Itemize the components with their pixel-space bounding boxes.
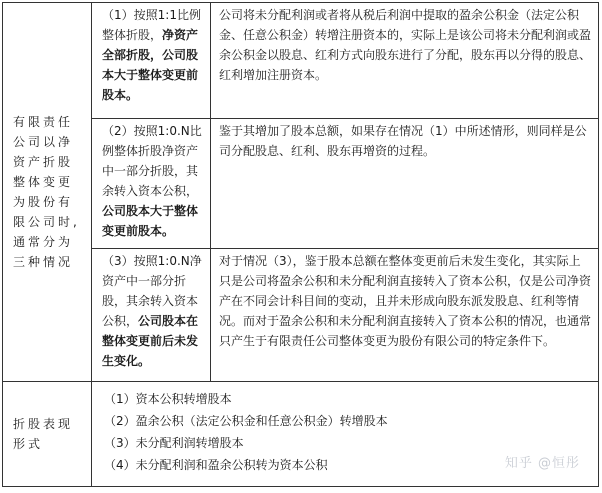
table-row bbox=[3, 3, 599, 119]
explanation-text: 鉴于其增加了股本总额，如果存在情况（1）中所述情形，则同样是公司分配股息、红利、股东再增资的过程。 bbox=[219, 124, 587, 158]
method-text-bold: 公司股本在整体变更前后未发生变化。 bbox=[102, 314, 199, 368]
situation-heading: 有限责任公司以净资产折股整体变更为股份有限公司时,通常分为三种情况 bbox=[13, 115, 80, 269]
method-cell bbox=[92, 3, 211, 119]
explanation-cell bbox=[211, 3, 599, 119]
list-item: （1）资本公积转增股本 bbox=[104, 392, 232, 406]
equity-conversion-table bbox=[2, 2, 599, 487]
forms-heading-cell bbox=[3, 382, 92, 487]
method-text-bold: 净资产全部折股，公司股本大于整体变更前股本。 bbox=[102, 28, 199, 102]
method-text-bold: 公司股本大于整体变更前股本。 bbox=[102, 204, 199, 238]
method-cell bbox=[92, 249, 211, 382]
method-cell bbox=[92, 119, 211, 249]
method-text: （3）按照1:0.N净资产中一部分折股，其余转入资本公积， bbox=[102, 254, 202, 328]
list-item: （2）盈余公积（法定公积金和任意公积金）转增股本 bbox=[104, 414, 388, 428]
list-item: （3）未分配利润转增股本 bbox=[104, 436, 244, 450]
forms-heading: 折股表现形式 bbox=[13, 417, 74, 451]
explanation-text: 对于情况（3），鉴于股本总额在整体变更前后未发生变化，其实际上只是公司将盈余公积和未分配利润直接转入了资本公积，仅是公司净资产在不同会计科目间的变动，且并未形成向股东派发股息、红利等情况。而对于盈余公积和未分配利润直接转入了资本公积的情况，也通常只产生于有限责任公司整体变更为股份有限公司的特定条件下。 bbox=[219, 254, 592, 348]
explanation-cell bbox=[211, 249, 599, 382]
method-text: （1）按照1:1比例整体折股， bbox=[102, 8, 201, 42]
method-text: （2）按照1:0.N比例整体折股净资产中一部分折股，其余转入资本公积， bbox=[102, 124, 202, 198]
explanation-text: 公司将未分配利润或者将从税后利润中提取的盈余公积金（法定公积金、任意公积金）转增注册资本的，实际上是该公司将未分配利润或盈余公积金以股息、红利方式向股东进行了分配，股东再以分得的股息、红利增加注册资本。 bbox=[219, 8, 592, 82]
watermark: 知乎 @恒彤 bbox=[504, 456, 580, 471]
table-row bbox=[3, 119, 599, 249]
situation-heading-cell bbox=[3, 3, 92, 382]
explanation-cell bbox=[211, 119, 599, 249]
table-row bbox=[3, 249, 599, 382]
list-item: （4）未分配利润和盈余公积转为资本公积 bbox=[104, 458, 328, 472]
